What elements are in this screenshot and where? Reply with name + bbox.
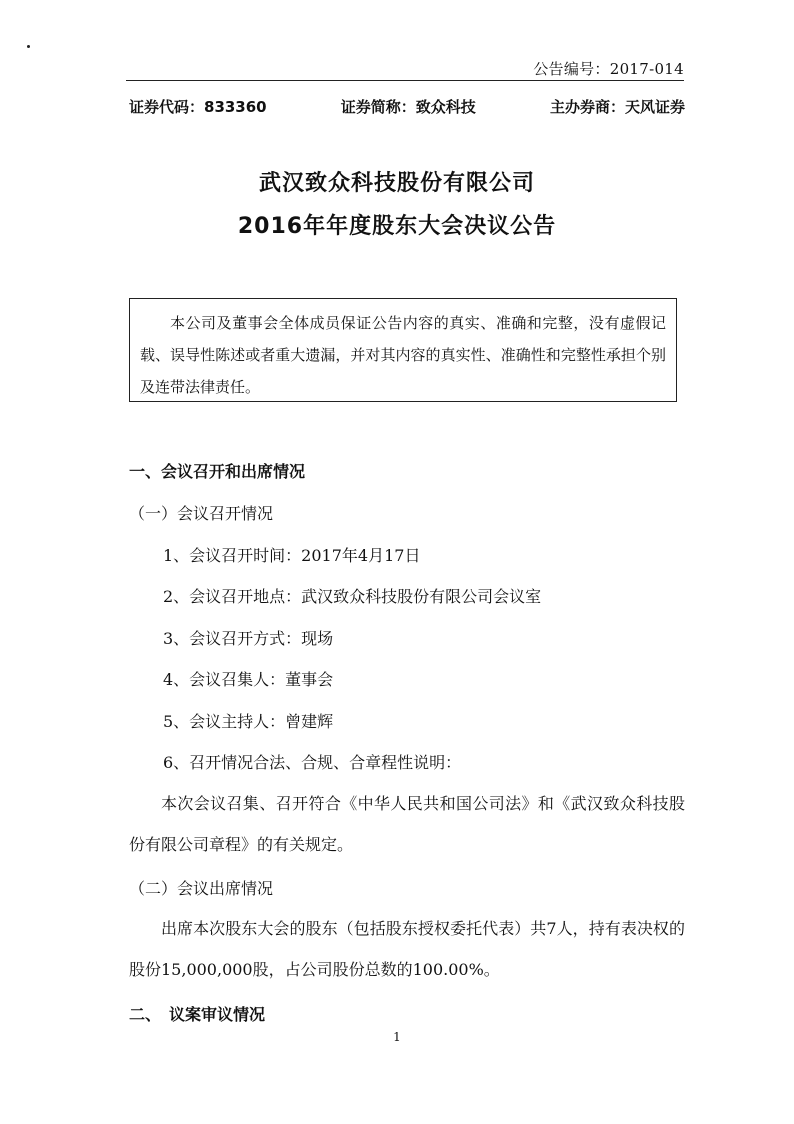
compliance-paragraph: 本次会议召集、召开符合《中华人民共和国公司法》和《武汉致众科技股份有限公司章程》的有关规定。 — [129, 794, 685, 854]
header-divider — [126, 80, 684, 81]
company-title: 武汉致众科技股份有限公司 — [258, 171, 535, 196]
meeting-host-item: 5、会议主持人：曾建辉 — [163, 712, 334, 731]
compliance-item: 6、召开情况合法、合规、合章程性说明： — [163, 753, 462, 772]
meeting-convener-item: 4、会议召集人：董事会 — [163, 670, 334, 689]
page-number: 1 — [393, 1030, 401, 1044]
notice-number: 公告编号：2017-014 — [533, 60, 684, 78]
scan-speck — [27, 45, 30, 48]
security-info-row — [129, 96, 685, 117]
attendance-paragraph: 出席本次股东大会的股东（包括股东授权委托代表）共7人，持有表决权的股份15,000,000股，占公司股份总数的100.00%。 — [129, 919, 685, 979]
section1-heading: 一、会议召开和出席情况 — [129, 462, 306, 481]
announcement-title: 2016年年度股东大会决议公告 — [237, 214, 557, 239]
section1-sub2-heading: （二）会议出席情况 — [129, 879, 274, 898]
meeting-location-item: 2、会议召开地点：武汉致众科技股份有限公司会议室 — [163, 587, 542, 606]
section2-heading: 二、 议案审议情况 — [129, 1005, 266, 1024]
meeting-method-item: 3、会议召开方式：现场 — [163, 629, 334, 648]
sponsor-broker: 主办券商：天风证券 — [549, 98, 685, 116]
disclaimer-statement-box: 本公司及董事会全体成员保证公告内容的真实、准确和完整，没有虚假记载、误导性陈述或者重大遗漏，并对其内容的真实性、准确性和完整性承担个别及连带法律责任。 — [129, 298, 677, 402]
stock-code: 证券代码：833360 — [129, 98, 267, 116]
meeting-time-item: 1、会议召开时间：2017年4月17日 — [163, 546, 421, 565]
section1-sub1-heading: （一）会议召开情况 — [129, 504, 274, 523]
stock-abbreviation: 证券简称：致众科技 — [340, 98, 476, 116]
